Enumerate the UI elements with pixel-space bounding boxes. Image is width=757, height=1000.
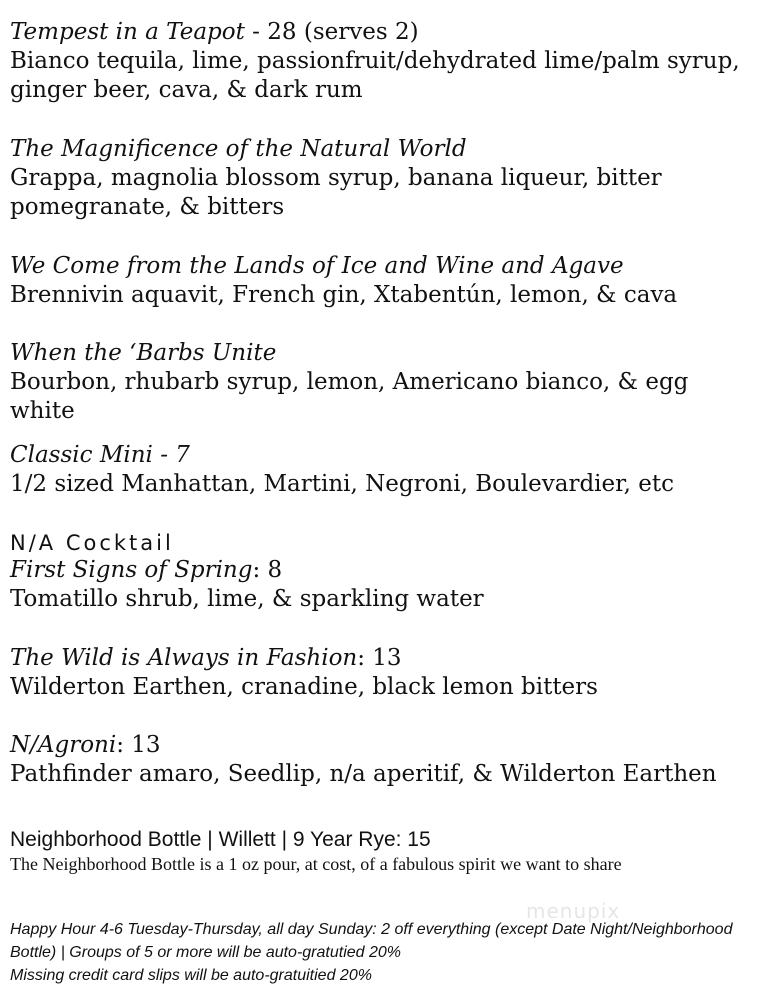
item-description: Tomatillo shrub, lime, & sparkling water xyxy=(10,586,484,612)
menu-item xyxy=(10,135,745,222)
section-title: N/A Cocktail xyxy=(10,531,174,555)
item-name: First Signs of Spring: 8 xyxy=(10,557,283,583)
item-description: Bianco tequila, lime, passionfruit/dehydrated lime/palm syrup, ginger beer, cava, & dark rum xyxy=(10,48,740,103)
item-name: Classic Mini - 7 xyxy=(10,442,190,468)
menu-item xyxy=(10,731,745,789)
footer-gratuity: Missing credit card slips will be auto-gratuitied 20% xyxy=(10,967,372,984)
item-description: Bourbon, rhubarb syrup, lemon, Americano bianco, & egg white xyxy=(10,369,689,424)
item-description: Wilderton Earthen, cranadine, black lemon bitters xyxy=(10,674,598,700)
menu-item xyxy=(10,252,745,310)
bottle-title: Neighborhood Bottle | Willett | 9 Year Rye: 15 xyxy=(10,828,431,851)
item-description: 1/2 sized Manhattan, Martini, Negroni, Boulevardier, etc xyxy=(10,471,674,497)
item-price: - 28 (serves 2) xyxy=(244,19,419,45)
item-name: The Magnificence of the Natural World xyxy=(10,136,467,162)
menu-item xyxy=(10,556,745,614)
item-name: We Come from the Lands of Ice and Wine and Agave xyxy=(10,253,624,279)
neighborhood-bottle xyxy=(10,827,745,876)
bottle-description: The Neighborhood Bottle is a 1 oz pour, at cost, of a fabulous spirit we want to share xyxy=(10,854,622,874)
item-name: Tempest in a Teapot - 28 (serves 2) xyxy=(10,19,419,45)
item-name: The Wild is Always in Fashion: 13 xyxy=(10,645,402,671)
menu-item xyxy=(10,644,745,702)
footer-notes xyxy=(10,918,745,987)
watermark: menupix xyxy=(526,899,621,923)
menu-item xyxy=(10,339,745,426)
item-name: N/Agroni: 13 xyxy=(10,732,161,758)
item-description: Brennivin aquavit, French gin, Xtabentún, lemon, & cava xyxy=(10,282,678,308)
item-description: Grappa, magnolia blossom syrup, banana liqueur, bitter pomegranate, & bitters xyxy=(10,165,662,220)
item-name: When the ‘Barbs Unite xyxy=(10,340,277,366)
item-description: Pathfinder amaro, Seedlip, n/a aperitif, & Wilderton Earthen xyxy=(10,761,717,787)
menu-item xyxy=(10,441,745,499)
item-price: : 13 xyxy=(116,732,161,758)
item-price: : 8 xyxy=(252,557,283,583)
menu-item xyxy=(10,18,745,105)
footer-happy-hour: Happy Hour 4-6 Tuesday-Thursday, all day Sunday: 2 off everything (except Date Night/Neighborhood Bottle) | Groups of 5 or more will be auto-gratutied 20% xyxy=(10,921,733,961)
item-price: : 13 xyxy=(357,645,402,671)
